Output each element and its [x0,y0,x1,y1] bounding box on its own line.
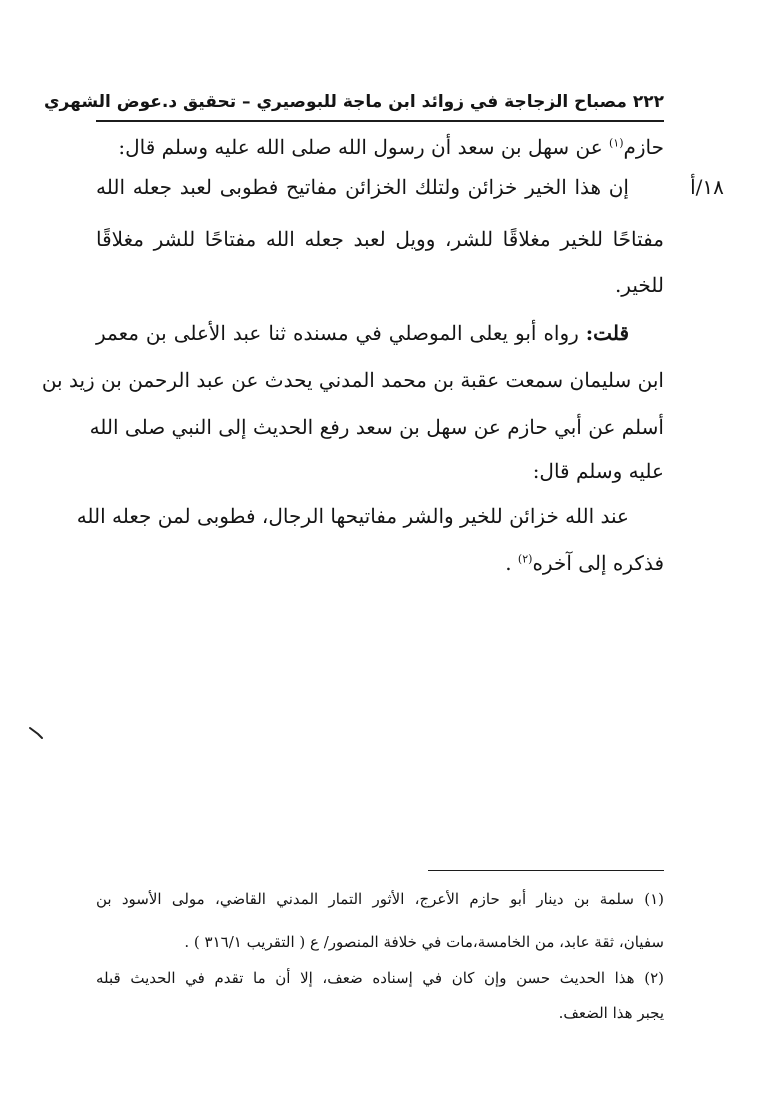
footnote-ref-2: (٢) [517,552,533,566]
body-line-2: إن هذا الخير خزائن ولتلك الخزائن مفاتيح فطوبى لعبد جعله الله [96,175,629,199]
body-line-9: عند الله خزائن للخير والشر مفاتيحها الرجال، فطوبى لمن جعله الله [76,504,629,528]
body-text: رواه أبو يعلى الموصلي في مسنده ثنا عبد الأعلى بن معمر [96,321,586,345]
footnote-ref-1: (١) [608,136,624,150]
body-line-5 [96,313,629,353]
footnote-line-2: سفيان، ثقة عابد، من الخامسة،مات في خلافة المنصور/ ع ( التقريب ٣١٦/١ ) . [184,933,664,951]
body-text: عن سهل بن سعد أن رسول الله صلى الله عليه وسلم قال: [118,135,609,159]
body-line-8: عليه وسلم قال: [532,459,664,483]
body-text: . [505,551,518,575]
body-line-4: للخير. [614,273,664,297]
footnote-line-3: (٢) هذا الحديث حسن وإن كان في إسناده ضعف، إلا أن ما تقدم في الحديث قبله [96,969,664,987]
body-line-7: أسلم عن أبي حازم عن سهل بن سعد رفع الحديث إلى النبي صلى الله [89,415,664,439]
qult-label: قلت: [585,321,629,345]
footnote-rule [428,870,664,871]
body-line-6: ابن سليمان سمعت عقبة بن محمد المدني يحدث عن عبد الرحمن بن زيد بن [41,368,664,392]
margin-folio-note: ١٨/أ [690,175,724,199]
body-line-1 [96,127,664,167]
header-rule [96,120,664,122]
body-text: فذكره إلى آخره [532,551,664,575]
footnote-line-4: يجبر هذا الضعف. [558,1004,664,1022]
stray-ink-mark [27,725,45,741]
body-line-3: مفتاحًا للخير مغلاقًا للشر، وويل لعبد جعله الله مفتاحًا للشر مغلاقًا [96,227,664,251]
body-line-10 [96,543,664,583]
body-text: حازم [623,135,664,159]
footnote-line-1: (١) سلمة بن دينار أبو حازم الأعرج، الأثور التمار المدني القاضي، مولى الأسود بن [96,890,664,908]
running-header: ٢٢٢ مصباح الزجاجة في زوائد ابن ماجة للبوصيري – تحقيق د.عوض الشهري [43,92,664,112]
